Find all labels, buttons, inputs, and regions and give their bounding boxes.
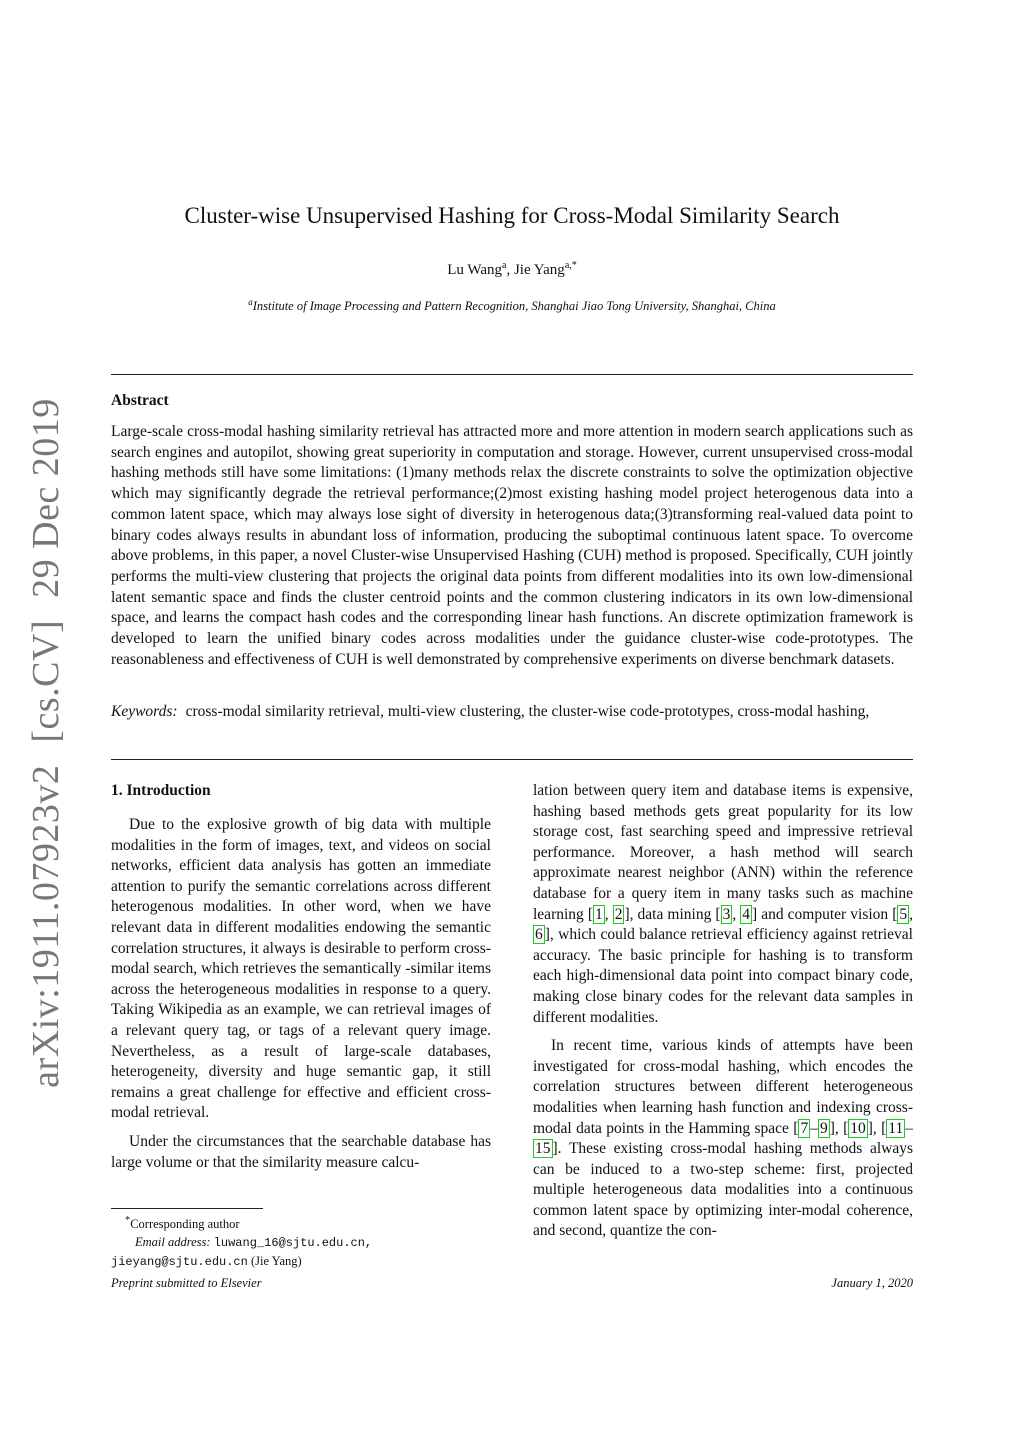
author-name: Lu Wang xyxy=(447,262,502,278)
paper-title: Cluster-wise Unsupervised Hashing for Cross-Modal Similarity Search xyxy=(184,203,840,228)
citation-link[interactable]: 2 xyxy=(614,905,623,923)
citation-link[interactable]: 9 xyxy=(819,1119,828,1137)
footer-date: January 1, 2020 xyxy=(831,1276,913,1290)
text-run: , xyxy=(604,905,613,923)
citation-link[interactable]: 15 xyxy=(535,1140,551,1158)
left-column xyxy=(111,815,491,1181)
footnote-email-line xyxy=(111,1233,531,1252)
author-separator: , xyxy=(506,262,514,278)
author-sup: a xyxy=(502,260,507,271)
author-sup: a,* xyxy=(564,260,577,271)
arxiv-date: 29 Dec 2019 xyxy=(25,398,67,598)
author-name: Jie Yang xyxy=(513,262,565,278)
intro-paragraph-4 xyxy=(533,1036,913,1242)
footer-preprint: Preprint submitted to Elsevier xyxy=(111,1276,262,1290)
footnote-marker: * xyxy=(125,1215,131,1226)
citation-link[interactable]: 7 xyxy=(800,1119,809,1137)
abstract-body: Large-scale cross-modal hashing similarity retrieval has attracted more and more attention in modern search applications such as search engines and autopilot, showing great superiority in computation and storage. However, current unsupervised cross-modal hashing methods still have some limitations: (1)many methods relax the discrete constraints to solve the optimization objective which may significantly degrade the retrieval performance;(2)most existing hashing model project heterogenous data into a common latent space, which may always lose sight of diversity in heterogenous data;(3)transforming real-valued data point to binary codes always results in abundant loss of information, producing the suboptimal continuous latent space. To overcome above problems, in this paper, a novel Cluster-wise Unsupervised Hashing (CUH) method is proposed. Specifically, CUH jointly performs the multi-view clustering that projects the original data points from different modalities into its own low-dimensional latent semantic space and finds the cluster centroid points and the common clustering indicators in its own low-dimensional space, and learns the compact hash codes and the corresponding linear hash functions. An discrete optimization framework is developed to learn the unified binary codes across modalities under the guidance cluster-wise code-prototypes. The reasonableness and effectiveness of CUH is well demonstrated by comprehensive experiments on diverse benchmark datasets. xyxy=(111,423,913,668)
intro-paragraph-2: Under the circumstances that the searchable database has large volume or that the similarity measure calcu- xyxy=(111,1132,491,1171)
keywords-text: cross-modal similarity retrieval, multi-view clustering, the cluster-wise code-prototypes, cross-modal hashing, xyxy=(185,703,870,720)
text-run: lation between query item and database items is expensive, hashing based methods gets great popularity for its low storage cost, fast searching speed and impressive retrieval performance. Moreover, a hash method will search approximate nearest neighbor (ANN) within the reference database for a query item in many tasks such as machine learning [ xyxy=(533,782,913,923)
text-run: ], [ xyxy=(829,1119,849,1137)
keywords xyxy=(111,702,913,723)
text-run: ], data mining [ xyxy=(624,905,721,923)
intro-paragraph-1: Due to the explosive growth of big data with multiple modalities in the form of images, text, and videos on social networks, efficient data analysis has gotten an immediate attention to purify the semantic correlations across different heterogenous modalities. In other word, when we have relevant data in different modalities endowing the semantic correlation structures, it always is desirable to perform cross-modal search, which retrieves the semantically -similar items across the heterogeneous modalities in response to a query. Taking Wikipedia as an example, we can retrieval images of a relevant query tag, or tags of a relevant query image. Nevertheless, as a result of large-scale databases, heterogeneity, diversity and huge semantic gap, it still remains a great challenge for effective and efficient cross-modal retrieval. xyxy=(111,816,491,1122)
text-run: In recent time, various kinds of attempts have been investigated for cross-modal hashing, which encodes the correlation structures between different heterogeneous modalities when learning hash function and indexing cross-modal data points in the Hamming space [ xyxy=(533,1037,913,1137)
footnote-rule xyxy=(111,1208,263,1209)
text-run: , xyxy=(909,905,914,923)
affiliation-text: Institute of Image Processing and Pattern Recognition, Shanghai Jiao Tong University, Shanghai, China xyxy=(252,299,776,314)
text-run: ], which could balance retrieval efficiency against retrieval accuracy. The basic principle for hashing is to transform each high-dimensional data point into compact binary code, making close binary codes for the relevant data samples in different modalities. xyxy=(533,926,913,1026)
citation-link[interactable]: 1 xyxy=(595,905,603,923)
author-list xyxy=(0,260,1024,279)
text-run: ], [ xyxy=(867,1119,887,1137)
abstract-bottom-rule xyxy=(111,759,913,760)
citation-link[interactable]: 10 xyxy=(850,1119,866,1137)
email-link[interactable]: jieyang@sjtu.edu.cn xyxy=(111,1255,248,1270)
section-heading-introduction: 1. Introduction xyxy=(111,782,211,799)
citation-link[interactable]: 11 xyxy=(888,1119,904,1137)
email-owner: (Jie Yang) xyxy=(250,1254,302,1269)
text-run: , xyxy=(732,905,741,923)
affiliation xyxy=(0,297,1024,314)
text-run: – xyxy=(905,1119,913,1137)
footnote-corresponding xyxy=(111,1212,531,1233)
citation-link[interactable]: 5 xyxy=(899,905,908,923)
footnote-text: Corresponding author xyxy=(130,1217,240,1232)
intro-paragraph-3 xyxy=(533,781,913,1028)
abstract-top-rule xyxy=(111,374,913,375)
abstract-heading: Abstract xyxy=(111,392,169,409)
citation-link[interactable]: 4 xyxy=(742,905,751,923)
citation-link[interactable]: 3 xyxy=(722,905,731,923)
text-run: ]. These existing cross-modal hashing methods always can be induced to a two-step scheme: first, projected multiple heterogeneous data modalities into a continuous common latent space by optimizing inter-modal coherence, and second, quantize the con- xyxy=(533,1140,913,1240)
arxiv-category: [cs.CV] xyxy=(25,619,67,743)
email-label: Email address: xyxy=(135,1235,211,1250)
citation-link[interactable]: 6 xyxy=(535,926,543,944)
affiliation-sup: a xyxy=(248,297,253,307)
email-link[interactable]: luwang_16@sjtu.edu.cn, xyxy=(213,1236,373,1251)
footnote xyxy=(111,1212,531,1271)
right-column xyxy=(533,781,913,1250)
arxiv-id: arXiv:1911.07923v2 xyxy=(25,764,67,1088)
footnote-email-line-2 xyxy=(111,1252,531,1271)
text-run: ] and computer vision [ xyxy=(752,905,898,923)
arxiv-side-stamp xyxy=(24,398,68,1088)
text-run: – xyxy=(810,1119,818,1137)
keywords-label: Keywords: xyxy=(111,703,178,720)
